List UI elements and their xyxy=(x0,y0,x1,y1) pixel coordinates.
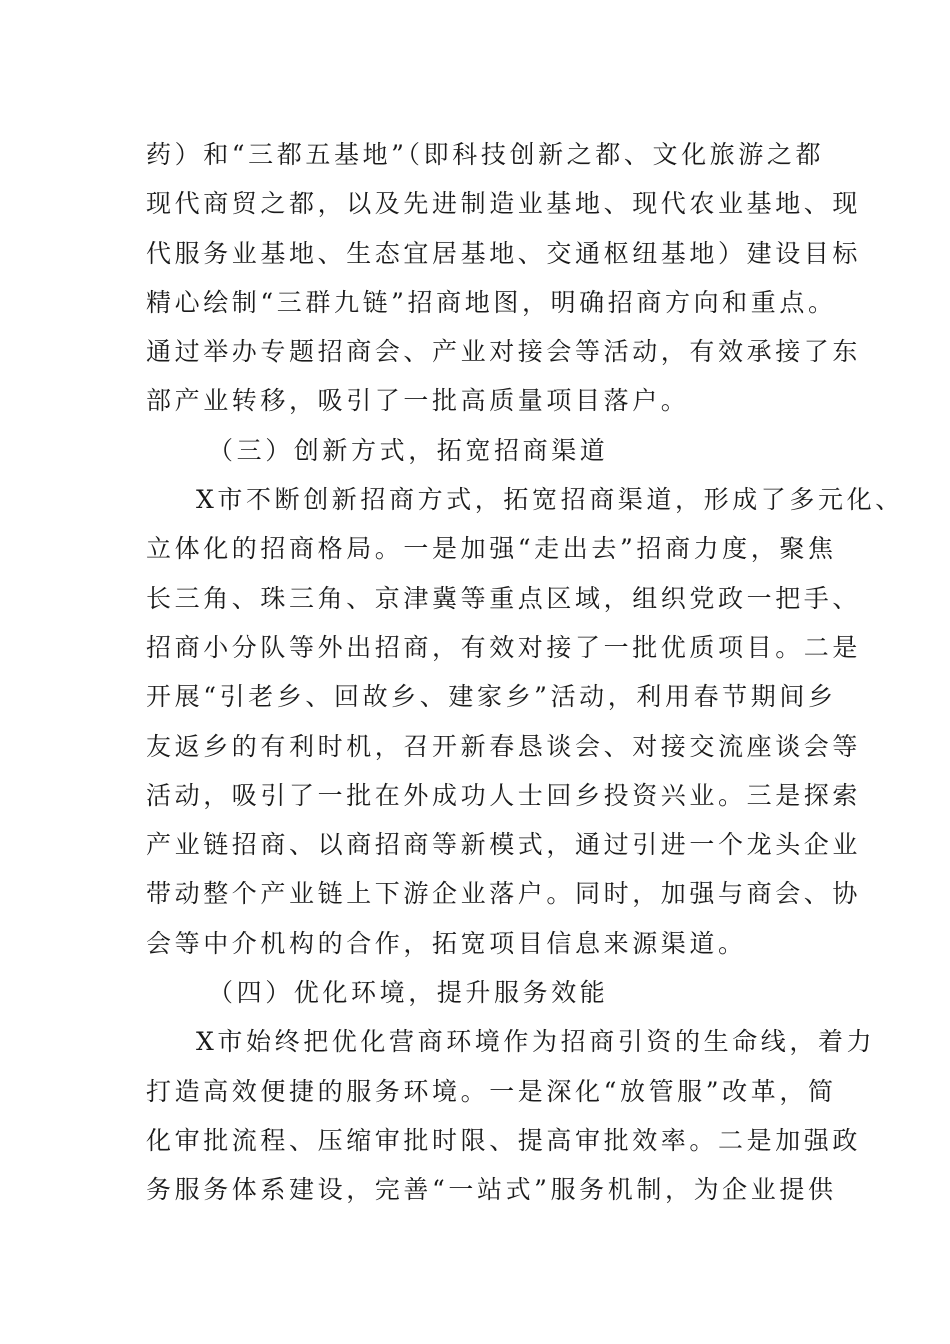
paragraph-line: X市始终把优化营商环境作为招商引资的生命线，着力 xyxy=(196,1027,876,1057)
paragraph-line: 通过举办专题招商会、产业对接会等活动，有效承接了东 xyxy=(146,337,862,367)
paragraph-line: 活动，吸引了一批在外成功人士回乡投资兴业。三是探索 xyxy=(146,780,862,810)
paragraph-line: 代服务业基地、生态宜居基地、交通枢纽基地）建设目标 xyxy=(146,238,862,268)
section-heading-4: （四）优化环境，提升服务效能 xyxy=(208,978,609,1008)
paragraph-line: 打造高效便捷的服务环境。一是深化“放管服”改革，简 xyxy=(146,1076,837,1106)
paragraph-line: 会等中介机构的合作，拓宽项目信息来源渠道。 xyxy=(146,928,747,958)
paragraph-line: 友返乡的有利时机，召开新春恳谈会、对接交流座谈会等 xyxy=(146,731,862,761)
paragraph-line: 药）和“三都五基地”（即科技创新之都、文化旅游之都 xyxy=(146,140,825,169)
paragraph-line: 务服务体系建设，完善“一站式”服务机制，为企业提供 xyxy=(146,1175,837,1205)
document-body xyxy=(146,130,904,1215)
paragraph-line: 带动整个产业链上下游企业落户。同时，加强与商会、协 xyxy=(146,879,862,909)
paragraph-line: 化审批流程、压缩审批时限、提高审批效率。二是加强政 xyxy=(146,1125,862,1155)
paragraph-line: 精心绘制“三群九链”招商地图，明确招商方向和重点。 xyxy=(146,287,837,317)
paragraph-line: 招商小分队等外出招商，有效对接了一批优质项目。二是 xyxy=(146,632,862,662)
paragraph-line: X市不断创新招商方式，拓宽招商渠道，形成了多元化、 xyxy=(196,485,904,515)
paragraph-line: 部产业转移，吸引了一批高质量项目落户。 xyxy=(146,386,690,416)
paragraph-line: 开展“引老乡、回故乡、建家乡”活动，利用春节期间乡 xyxy=(146,682,837,712)
section-heading-3: （三）创新方式，拓宽招商渠道 xyxy=(208,435,609,465)
paragraph-line: 现代商贸之都，以及先进制造业基地、现代农业基地、现 xyxy=(146,189,862,219)
paragraph-line: 产业链招商、以商招商等新模式，通过引进一个龙头企业 xyxy=(146,830,862,860)
paragraph-line: 立体化的招商格局。一是加强“走出去”招商力度，聚焦 xyxy=(146,534,837,564)
paragraph-line: 长三角、珠三角、京津冀等重点区域，组织党政一把手、 xyxy=(146,583,862,613)
